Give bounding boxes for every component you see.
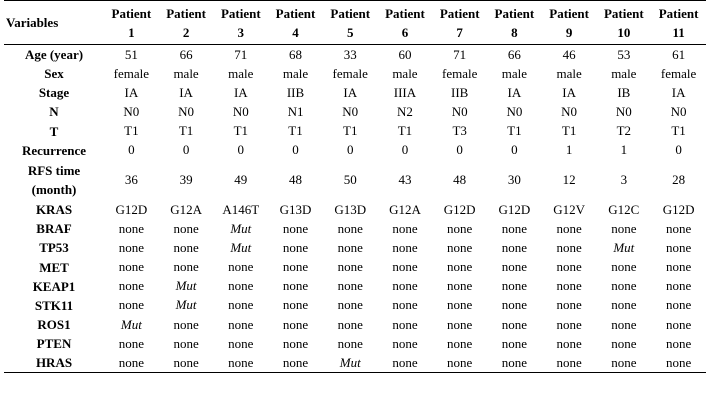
- table-cell: 0: [292, 142, 299, 158]
- table-cell: none: [556, 278, 582, 294]
- table-cell: 0: [401, 142, 409, 158]
- table-cell: 46: [562, 46, 576, 62]
- table-cell: none: [556, 316, 582, 332]
- row-label-text: Recurrence: [21, 142, 86, 158]
- table-cell: IA: [343, 84, 358, 100]
- row-label: [4, 296, 104, 315]
- table-cell: none: [282, 220, 309, 236]
- table-cell: female: [660, 65, 697, 81]
- table-cell: none: [228, 297, 254, 313]
- table-cell: 36: [124, 171, 138, 187]
- table-cell: none: [173, 335, 199, 351]
- table-body: [4, 45, 706, 373]
- table-cell: 39: [179, 171, 193, 187]
- header-patient-label: Patient: [439, 5, 480, 21]
- table-cell: male: [282, 65, 309, 81]
- table-cell: T3: [452, 123, 467, 139]
- table-cell: G12D: [662, 201, 695, 217]
- table-cell: 43: [398, 171, 412, 187]
- table-cell: N0: [123, 103, 140, 119]
- table-cell: none: [282, 278, 309, 294]
- table-cell: N0: [561, 103, 578, 119]
- table-cell: IIB: [286, 84, 305, 100]
- table-cell: none: [337, 297, 363, 313]
- table-cell: none: [665, 220, 692, 236]
- row-label-text: STK11: [34, 297, 74, 313]
- table-row: [4, 258, 706, 277]
- table-cell: N0: [342, 103, 359, 119]
- row-label: [4, 141, 104, 160]
- table-cell: none: [282, 335, 309, 351]
- table-cell: IA: [233, 84, 248, 100]
- table-cell: none: [447, 239, 473, 255]
- row-label-text: TP53: [39, 240, 69, 256]
- table-cell: 0: [182, 142, 190, 158]
- table-cell: none: [447, 220, 473, 236]
- table-row: [4, 200, 706, 219]
- table-cell: none: [501, 220, 528, 236]
- table-cell: none: [392, 239, 418, 255]
- table-cell: 0: [346, 142, 354, 158]
- table-cell: none: [118, 239, 144, 255]
- table-cell: T2: [616, 123, 632, 139]
- table-cell: 51: [124, 46, 138, 62]
- table-cell: male: [611, 65, 637, 81]
- header-patient-8: [487, 1, 542, 45]
- row-label-text: PTEN: [36, 336, 72, 352]
- table-cell: Mut: [175, 297, 197, 313]
- row-label: [4, 238, 104, 257]
- table-cell: none: [556, 220, 582, 236]
- table-row: [4, 238, 706, 257]
- table-cell: none: [337, 259, 363, 275]
- header-patient-label: Patient: [220, 5, 261, 21]
- table-row: [4, 334, 706, 353]
- table-cell: none: [118, 259, 144, 275]
- table-cell: G13D: [279, 201, 312, 217]
- header-patient-11: [651, 1, 706, 45]
- header-patient-number: 3: [237, 24, 245, 40]
- table-cell: none: [392, 316, 418, 332]
- table-cell: Mut: [230, 220, 252, 236]
- row-label: [4, 122, 104, 141]
- row-label-text: Sex: [44, 66, 64, 82]
- header-patient-9: [542, 1, 597, 45]
- table-cell: T1: [124, 123, 139, 139]
- table-cell: none: [173, 239, 199, 255]
- header-patient-number: 2: [182, 24, 190, 40]
- table-cell: 3: [620, 171, 628, 187]
- table-cell: IB: [617, 84, 631, 100]
- table-cell: G13D: [334, 201, 367, 217]
- table-cell: G12A: [389, 201, 421, 217]
- header-patient-label: Patient: [494, 5, 535, 21]
- header-patient-number: 6: [401, 24, 409, 40]
- table-cell: T1: [343, 123, 358, 139]
- table-cell: 0: [128, 142, 135, 158]
- row-label: [4, 334, 104, 353]
- row-label: [4, 102, 104, 121]
- table-row: [4, 64, 706, 83]
- header-patient-3: [213, 1, 268, 45]
- row-label-text: BRAF: [36, 221, 72, 237]
- table-cell: male: [228, 65, 254, 81]
- table-cell: Mut: [323, 353, 378, 373]
- row-label-text: KRAS: [35, 202, 73, 218]
- table-cell: none: [118, 220, 144, 236]
- table-cell: none: [665, 278, 692, 294]
- table-cell: 1: [620, 142, 628, 158]
- table-cell: none: [665, 239, 692, 255]
- table-cell: 48: [289, 171, 303, 187]
- table-cell: IIIA: [393, 84, 417, 100]
- table-cell: N1: [287, 103, 304, 119]
- header-patient-number: 4: [292, 24, 299, 40]
- table-cell: 0: [675, 142, 682, 158]
- row-label-text: T: [49, 123, 59, 139]
- row-label: [4, 200, 104, 219]
- table-cell: none: [173, 259, 199, 275]
- table-cell: none: [213, 353, 268, 373]
- table-cell: G12A: [170, 201, 202, 217]
- table-cell: none: [542, 353, 597, 373]
- table-cell: none: [282, 239, 309, 255]
- row-label: [4, 353, 104, 373]
- table-row: [4, 102, 706, 121]
- row-label-text: Stage: [38, 85, 70, 101]
- table-cell: T1: [233, 123, 249, 139]
- table-row: [4, 122, 706, 141]
- header-patient-label: Patient: [166, 5, 206, 21]
- table-cell: none: [392, 220, 418, 236]
- table-cell: none: [337, 316, 363, 332]
- table-cell: none: [556, 297, 582, 313]
- table-cell: none: [556, 239, 582, 255]
- table-cell: none: [447, 259, 473, 275]
- table-cell: none: [159, 353, 214, 373]
- table-cell: none: [501, 297, 528, 313]
- header-patient-number: 7: [456, 24, 463, 40]
- table-cell: none: [447, 278, 473, 294]
- header-patient-label: Patient: [658, 5, 699, 21]
- row-label: [4, 45, 104, 65]
- table-cell: 60: [398, 46, 412, 62]
- table-cell: Mut: [613, 239, 635, 255]
- table-cell: G12V: [553, 201, 585, 217]
- table-cell: none: [651, 353, 706, 373]
- row-label-text: N: [49, 104, 59, 120]
- table-cell: N0: [615, 103, 632, 119]
- row-label: [4, 277, 104, 296]
- table-cell: none: [501, 316, 528, 332]
- table-cell: 1: [565, 142, 573, 158]
- header-patient-7: [432, 1, 487, 45]
- row-label-text: MET: [39, 259, 69, 275]
- row-label-text: KEAP1: [32, 278, 76, 294]
- table-cell: male: [556, 65, 582, 81]
- table-cell: G12D: [443, 201, 476, 217]
- table-cell: none: [378, 353, 433, 373]
- table-cell: none: [392, 259, 418, 275]
- table-cell: Mut: [230, 239, 252, 255]
- table-cell: none: [611, 316, 637, 332]
- table-cell: N0: [232, 103, 249, 119]
- table-cell: 0: [237, 142, 245, 158]
- table-cell: none: [487, 353, 542, 373]
- table-cell: none: [337, 278, 363, 294]
- header-patient-number: 5: [346, 24, 354, 40]
- header-patient-label: Patient: [603, 5, 644, 21]
- table-cell: G12C: [608, 201, 640, 217]
- table-cell: none: [447, 316, 473, 332]
- table-cell: N2: [397, 103, 413, 119]
- header-patient-label: Patient: [275, 5, 316, 21]
- table-cell: female: [441, 65, 478, 81]
- table-cell: T1: [671, 123, 686, 139]
- table-cell: none: [173, 316, 199, 332]
- table-cell: 12: [562, 171, 576, 187]
- table-cell: IA: [507, 84, 522, 100]
- header-patient-label: Patient: [385, 5, 425, 21]
- table-cell: 0: [456, 142, 463, 158]
- table-cell: none: [665, 316, 692, 332]
- table-row: [4, 219, 706, 238]
- header-row: [4, 1, 706, 45]
- table-cell: IIB: [451, 84, 469, 100]
- row-label-text-line2: (month): [31, 181, 77, 197]
- table-cell: 50: [343, 171, 357, 187]
- table-cell: none: [104, 353, 159, 373]
- header-patient-label: Patient: [111, 5, 152, 21]
- header-patient-label: Patient: [549, 5, 589, 21]
- header-patient-10: [596, 1, 651, 45]
- table-cell: none: [118, 335, 144, 351]
- table-cell: 28: [672, 171, 686, 187]
- header-variables: Variables: [4, 1, 104, 45]
- header-patient-1: [104, 1, 159, 45]
- row-label-text: ROS1: [37, 317, 71, 333]
- table-cell: none: [282, 316, 309, 332]
- table-cell: none: [665, 259, 692, 275]
- header-patient-4: [268, 1, 323, 45]
- table-cell: none: [501, 239, 528, 255]
- table-cell: none: [432, 353, 487, 373]
- table-cell: none: [173, 220, 199, 236]
- table-cell: none: [501, 259, 528, 275]
- table-cell: 48: [453, 171, 467, 187]
- table-cell: 49: [234, 171, 248, 187]
- table-cell: none: [556, 259, 582, 275]
- table-cell: IA: [124, 84, 139, 100]
- table-cell: 53: [617, 46, 631, 62]
- header-patient-2: [159, 1, 214, 45]
- table-cell: none: [228, 335, 254, 351]
- table-header: [4, 1, 706, 45]
- table-row: [4, 296, 706, 315]
- row-label: [4, 219, 104, 238]
- row-label: [4, 64, 104, 83]
- table-cell: none: [447, 335, 473, 351]
- row-label: [4, 83, 104, 102]
- table-cell: none: [282, 259, 309, 275]
- table-cell: none: [501, 335, 528, 351]
- table-cell: none: [611, 278, 637, 294]
- header-patient-5: [323, 1, 378, 45]
- table-cell: N0: [506, 103, 523, 119]
- header-patient-6: [378, 1, 433, 45]
- table-cell: none: [228, 259, 254, 275]
- table-cell: Mut: [175, 278, 197, 294]
- row-label-text: Age (year): [24, 47, 84, 62]
- table-cell: IA: [562, 84, 576, 100]
- table-cell: none: [611, 220, 637, 236]
- table-cell: 66: [507, 46, 521, 62]
- table-cell: none: [556, 335, 582, 351]
- table-cell: none: [447, 297, 473, 313]
- table-cell: 66: [179, 46, 193, 62]
- header-patient-number: 9: [565, 24, 573, 40]
- table-cell: none: [228, 278, 254, 294]
- table-cell: 30: [507, 171, 521, 187]
- table-cell: male: [173, 65, 199, 81]
- table-row: [4, 353, 706, 373]
- table-cell: 33: [343, 46, 357, 62]
- table-cell: none: [228, 316, 254, 332]
- table-cell: none: [392, 335, 418, 351]
- header-patient-number: 11: [672, 24, 685, 40]
- row-label: [4, 160, 104, 200]
- table-cell: none: [337, 239, 363, 255]
- table-cell: T1: [561, 123, 577, 139]
- row-label-text: RFS time: [27, 162, 81, 178]
- table-cell: none: [611, 297, 637, 313]
- table-row: [4, 45, 706, 65]
- table-cell: N0: [178, 103, 195, 119]
- table-row: [4, 277, 706, 296]
- header-patient-number: 10: [617, 24, 631, 40]
- header-patient-number: 1: [128, 24, 135, 40]
- table-cell: none: [665, 297, 692, 313]
- header-patient-number: 8: [511, 24, 518, 40]
- clinical-table: [4, 0, 706, 373]
- table-cell: male: [501, 65, 528, 81]
- table-cell: T1: [507, 123, 522, 139]
- table-cell: A146T: [222, 201, 260, 217]
- table-cell: none: [118, 297, 144, 313]
- table-cell: none: [392, 297, 418, 313]
- table-cell: female: [332, 65, 368, 81]
- table-cell: Mut: [120, 316, 142, 332]
- table-cell: IA: [179, 84, 193, 100]
- table-cell: none: [501, 278, 528, 294]
- table-cell: none: [665, 335, 692, 351]
- table-row: [4, 160, 706, 200]
- table-cell: IA: [671, 84, 686, 100]
- table-cell: none: [611, 259, 637, 275]
- table-cell: 71: [453, 46, 467, 62]
- row-label: [4, 258, 104, 277]
- table-cell: none: [282, 297, 309, 313]
- table-cell: G12D: [115, 201, 148, 217]
- table-cell: none: [337, 220, 363, 236]
- table-cell: T1: [178, 123, 194, 139]
- table-cell: none: [596, 353, 651, 373]
- header-patient-label: Patient: [330, 5, 371, 21]
- row-label-text: HRAS: [35, 355, 73, 371]
- table-cell: none: [611, 335, 637, 351]
- table-row: [4, 315, 706, 334]
- table-cell: T1: [397, 123, 413, 139]
- table-row: [4, 141, 706, 160]
- table-cell: none: [268, 353, 323, 373]
- table-cell: T1: [288, 123, 303, 139]
- table-cell: none: [337, 335, 363, 351]
- table-cell: N0: [451, 103, 468, 119]
- table-cell: 68: [289, 46, 303, 62]
- table-cell: male: [392, 65, 418, 81]
- table-cell: N0: [670, 103, 687, 119]
- table-cell: none: [392, 278, 418, 294]
- table-cell: none: [118, 278, 144, 294]
- table-cell: 71: [234, 46, 248, 62]
- table-row: [4, 83, 706, 102]
- table-cell: 0: [511, 142, 518, 158]
- row-label: [4, 315, 104, 334]
- table-cell: G12D: [498, 201, 531, 217]
- table-cell: 61: [672, 46, 686, 62]
- table-cell: female: [113, 65, 150, 81]
